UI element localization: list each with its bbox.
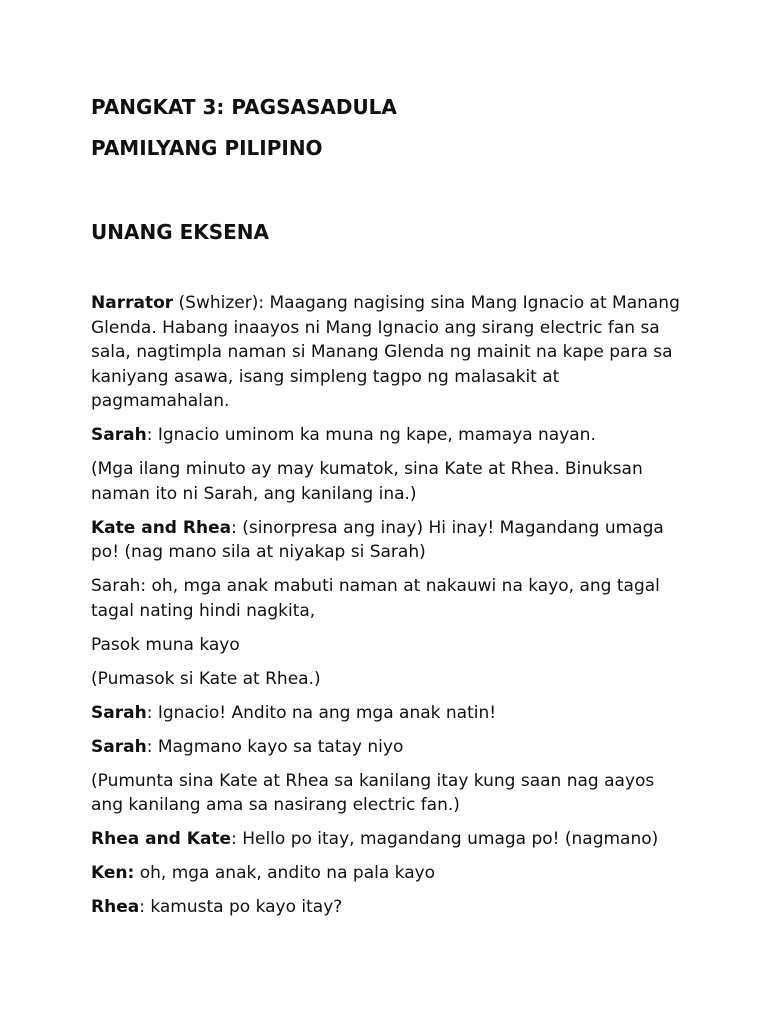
paragraph-dialogue [91,861,691,886]
dialogue-text: Sarah: oh, mga anak mabuti naman at nakauwi na kayo, ang tagal tagal nating hindi nagkita, [91,576,660,621]
speaker-label: Rhea and Kate [91,829,232,849]
paragraph-dialogue [91,735,691,760]
paragraph-narrator [91,291,691,414]
paragraph-dialogue [91,633,691,658]
dialogue-text: (Pumunta sina Kate at Rhea sa kanilang itay kung saan nag aayos ang kanilang ama sa nasirang electric fan.) [91,770,655,815]
dialogue-text: : Magmano kayo sa tatay niyo [146,736,404,757]
dialogue-text: : Ignacio! Andito na ang mga anak natin! [146,702,497,723]
dialogue-text: (Pumasok si Kate at Rhea.) [91,668,321,689]
paragraph-dialogue [91,827,691,852]
speaker-label: Ken: [91,863,135,883]
speaker-label: Kate and Rhea [91,517,232,538]
paragraph-dialogue [91,701,691,726]
document-title: PANGKAT 3: PAGSASADULA [91,95,397,119]
dialogue-text: (Swhizer): Maagang nagising sina Mang Ignacio at Manang Glenda. Habang inaayos ni Mang Ignacio ang sirang electric fan sa sala, nagtimpla naman si Manang Glenda ng mainit na kape para sa kaniyang asawa, isang simpleng tagpo ng malasakit at pagmamahalan. [91,293,680,411]
speaker-label: Sarah [91,736,147,757]
paragraph-dialogue [91,423,691,448]
speaker-label: Sarah [91,425,147,445]
script-body [91,291,691,929]
scene-heading: UNANG EKSENA [91,220,270,244]
speaker-label: Rhea [91,897,140,917]
speaker-label: Narrator [91,293,174,313]
paragraph-dialogue [91,574,691,623]
dialogue-text: : Ignacio uminom ka muna ng kape, mamaya nayan. [146,425,596,445]
paragraph-stage-direction [91,769,691,818]
speaker-label: Sarah [91,702,147,723]
dialogue-text: Pasok muna kayo [91,634,240,655]
dialogue-text: (Mga ilang minuto ay may kumatok, sina Kate at Rhea. Binuksan naman ito ni Sarah, ang kanilang ina.) [91,459,643,504]
paragraph-dialogue [91,895,691,920]
dialogue-text: oh, mga anak, andito na pala kayo [134,863,436,883]
dialogue-text: : (sinorpresa ang inay) Hi inay! Magandang umaga po! (nag mano sila at niyakap si Sarah) [91,517,664,562]
document-subtitle: PAMILYANG PILIPINO [91,136,323,160]
dialogue-text: : kamusta po kayo itay? [139,897,343,917]
paragraph-stage-direction [91,457,691,506]
paragraph-stage-direction [91,667,691,692]
paragraph-dialogue [91,516,691,565]
dialogue-text: : Hello po itay, magandang umaga po! (nagmano) [231,829,659,849]
